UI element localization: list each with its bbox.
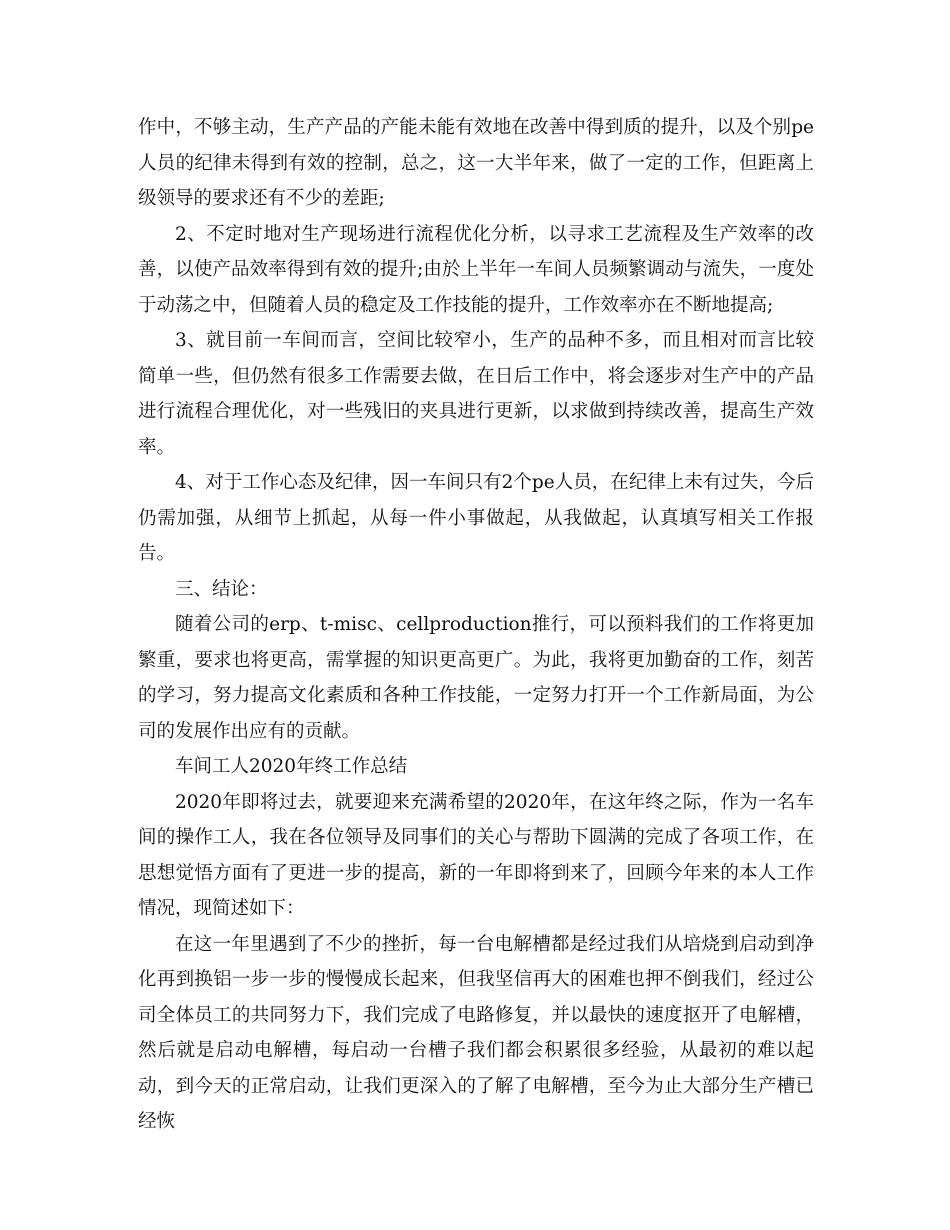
- paragraph-conclusion: 随着公司的erp、t-misc、cellproduction推行，可以预料我们的工作将更加繁重，要求也将更高，需掌握的知识更高更广。为此，我将更加勤奋的工作，刻苦的学习，努力提高文化素质和各种工作技能，一定努力打开一个工作新局面，为公司的发展作出应有的贡献。: [138, 614, 814, 742]
- paragraph-continuation: 作中，不够主动，生产产品的产能未能有效地在改善中得到质的提升，以及个别pe人员的纪律未得到有效的控制，总之，这一大半年来，做了一定的工作，但距离上级领导的要求还有不少的差距;: [138, 117, 814, 209]
- document-page: [138, 110, 814, 1140]
- paragraph-item-3: 3、就目前一车间而言，空间比较窄小，生产的品种不多，而且相对而言比较简单一些，但仍然有很多工作需要去做，在日后工作中，将会逐步对生产中的产品进行流程合理优化，对一些残旧的夹具进行更新，以求做到持续改善，提高生产效率。: [138, 330, 814, 458]
- section-heading-conclusion: 三、结论：: [175, 578, 268, 600]
- paragraph-intro: 2020年即将过去，就要迎来充满希望的2020年，在这年终之际，作为一名车间的操作工人，我在各位领导及同事们的关心与帮助下圆满的完成了各项工作，在思想觉悟方面有了更进一步的提高，新的一年即将到来了，回顾今年来的本人工作情况，现简述如下：: [138, 791, 814, 919]
- article-title: 车间工人2020年终工作总结: [175, 756, 408, 777]
- paragraph-body: 在这一年里遇到了不少的挫折，每一台电解槽都是经过我们从培烧到启动到净化再到换铝一步一步的慢慢成长起来，但我坚信再大的困难也押不倒我们，经过公司全体员工的共同努力下，我们完成了电路修复，并以最快的速度抠开了电解槽，然后就是启动电解槽，每启动一台槽子我们都会积累很多经验，从最初的难以起动，到今天的正常启动，让我们更深入的了解了电解槽，至今为止大部分生产槽已经恢: [138, 933, 814, 1132]
- paragraph-item-2: 2、不定时地对生产现场进行流程优化分析，以寻求工艺流程及生产效率的改善，以使产品效率得到有效的提升;由於上半年一车间人员频繁调动与流失，一度处于动荡之中，但随着人员的稳定及工作技能的提升，工作效率亦在不断地提高;: [138, 223, 814, 316]
- paragraph-item-4: 4、对于工作心态及纪律，因一车间只有2个pe人员，在纪律上未有过失，今后仍需加强，从细节上抓起，从每一件小事做起，从我做起，认真填写相关工作报告。: [138, 472, 814, 564]
